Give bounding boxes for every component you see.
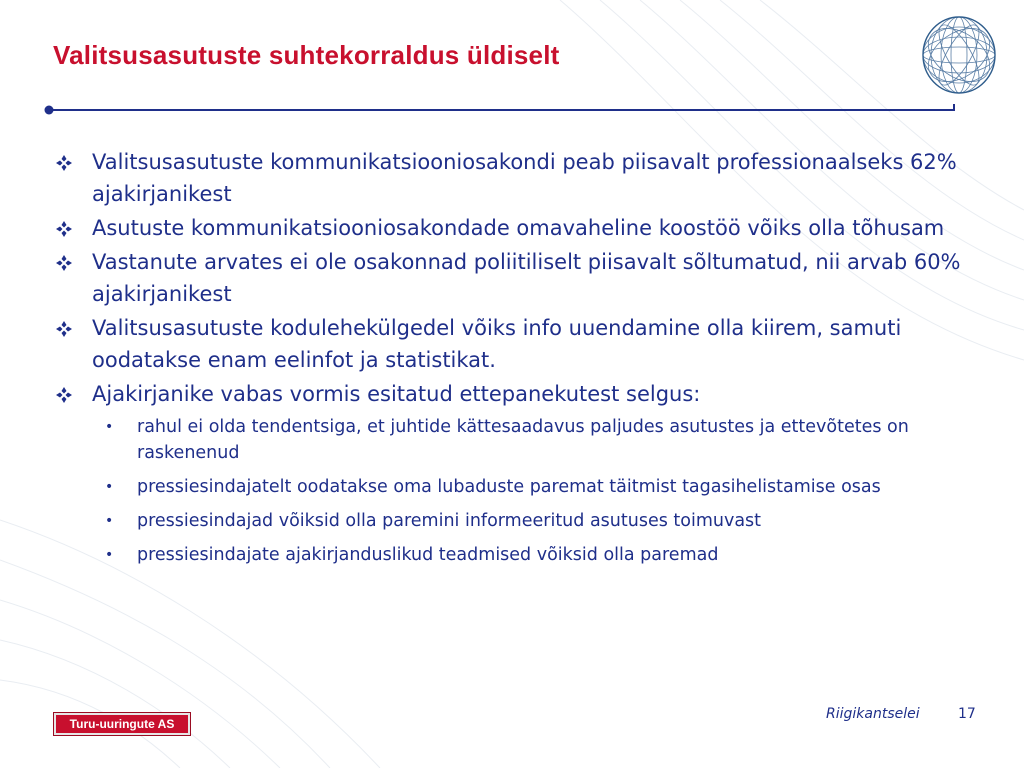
sub-bullet-dot: • bbox=[105, 479, 114, 495]
diamond-bullet-icon bbox=[56, 255, 72, 271]
sub-bullet-item bbox=[50, 508, 980, 534]
sub-bullet-text: pressiesindajate ajakirjanduslikud teadmised võiksid olla paremad bbox=[137, 545, 719, 565]
wireframe-globe-icon bbox=[918, 14, 1000, 96]
bullet-item bbox=[50, 312, 980, 376]
bullet-item bbox=[50, 378, 980, 410]
sub-bullet-item bbox=[50, 414, 980, 466]
slide-body bbox=[50, 146, 980, 576]
bullet-text: Asutuste kommunikatsiooniosakondade omavaheline koostöö võiks olla tõhusam bbox=[92, 216, 945, 240]
sub-bullet-item bbox=[50, 474, 980, 500]
bullet-text: Valitsusasutuste kodulehekülgedel võiks info uuendamine olla kiirem, samuti oodatakse enam eelinfot ja statistikat. bbox=[92, 316, 902, 372]
logo-text: Turu-uuringute AS bbox=[69, 717, 175, 731]
footer-organization: Riigikantselei bbox=[826, 706, 920, 722]
bullet-item bbox=[50, 146, 980, 210]
company-logo bbox=[53, 712, 191, 736]
slide-title: Valitsusasutuste suhtekorraldus üldiselt bbox=[53, 40, 560, 70]
bullet-text: Valitsusasutuste kommunikatsiooniosakondi peab piisavalt professionaalseks 62% ajakirjanikest bbox=[92, 150, 957, 206]
bullet-item bbox=[50, 212, 980, 244]
diamond-bullet-icon bbox=[56, 155, 72, 171]
bullet-text: Vastanute arvates ei ole osakonnad poliitiliselt piisavalt sõltumatud, nii arvab 60% ajakirjanikest bbox=[92, 250, 961, 306]
diamond-bullet-icon bbox=[56, 387, 72, 403]
sub-bullet-dot: • bbox=[105, 419, 114, 435]
bullet-text: Ajakirjanike vabas vormis esitatud ettepanekutest selgus: bbox=[92, 382, 701, 406]
diamond-bullet-icon bbox=[56, 221, 72, 237]
sub-bullet-dot: • bbox=[105, 513, 114, 529]
sub-bullet-item bbox=[50, 542, 980, 568]
sub-bullet-text: rahul ei olda tendentsiga, et juhtide kättesaadavus paljudes asutustes ja ettevõtetes on raskenenud bbox=[137, 417, 909, 463]
sub-bullet-text: pressiesindajatelt oodatakse oma lubaduste paremat täitmist tagasihelistamise osas bbox=[137, 477, 881, 497]
bullet-item bbox=[50, 246, 980, 310]
diamond-bullet-icon bbox=[56, 321, 72, 337]
title-rule bbox=[44, 104, 959, 124]
page-number: 17 bbox=[958, 706, 976, 722]
sub-bullet-text: pressiesindajad võiksid olla paremini informeeritud asutuses toimuvast bbox=[137, 511, 762, 531]
sub-bullet-dot: • bbox=[105, 547, 114, 563]
